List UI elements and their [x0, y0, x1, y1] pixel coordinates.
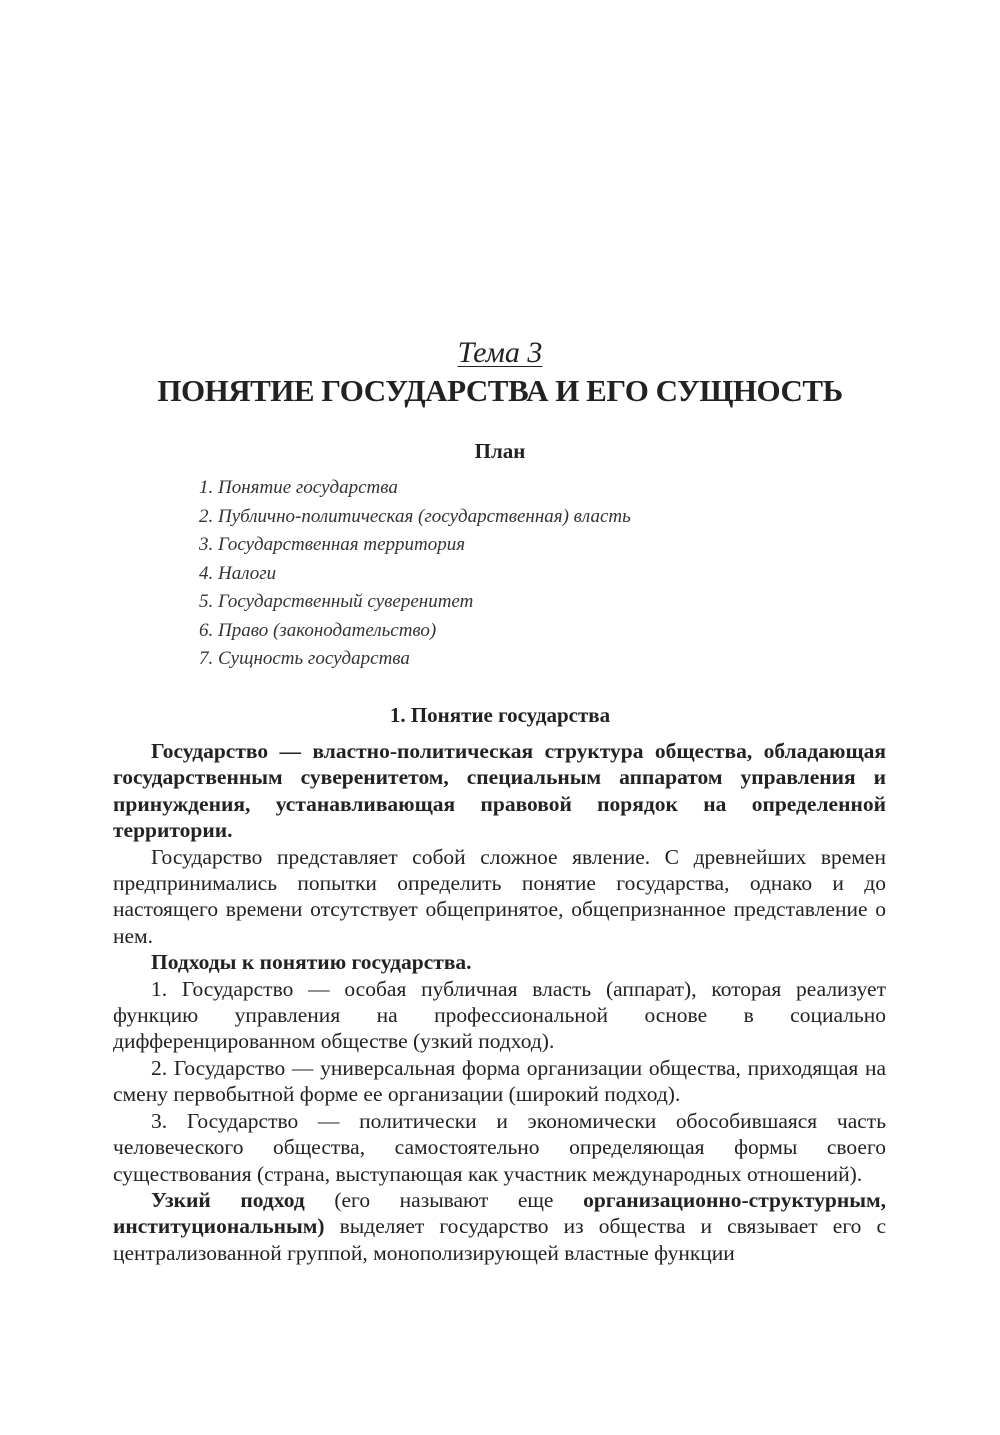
plan-item: 4. Налоги	[199, 562, 277, 584]
plan-list	[199, 474, 631, 674]
narrow-approach-paragraph	[113, 1187, 886, 1266]
narrow-approach-alt-names: организационно-структурным, институциональным)	[113, 1187, 887, 1239]
approaches-heading: Подходы к понятию государства.	[151, 950, 472, 975]
narrow-approach-text: (его называют еще	[304, 1187, 584, 1212]
plan-item: 7. Сущность государства	[199, 648, 410, 669]
section-heading: 1. Понятие государства	[389, 703, 611, 727]
plan-item: 3. Государственная территория	[199, 534, 466, 555]
topic-label: Тема 3	[457, 336, 543, 369]
plan-item: 2. Публично-политическая (государственная) власть	[199, 505, 631, 527]
body-text	[113, 738, 886, 1266]
approach-paragraph: 1. Государство — особая публичная власть (аппарат), которая реализует функцию управления на профессиональной основе в социально дифференцированном обществе (узкий подход).	[113, 976, 886, 1054]
narrow-approach-term: Узкий подход	[151, 1187, 305, 1212]
topic-title: ПОНЯТИЕ ГОСУДАРСТВА И ЕГО СУЩНОСТЬ	[157, 373, 843, 408]
approach-paragraph: 2. Государство — универсальная форма организации общества, приходящая на смену первобытной форме ее организации (широкий подход).	[113, 1055, 886, 1107]
intro-paragraph: Государство представляет собой сложное явление. С древнейших времен предпринимались попытки определить понятие государства, однако и до настоящего времени отсутствует общепринятое, общепризнанное представление о нем.	[113, 844, 886, 948]
plan-item: 1. Понятие государства	[199, 477, 398, 498]
narrow-approach-text: выделяет государство из общества и связывает его с централизованной группой, монополизирующей властные функции	[113, 1214, 886, 1265]
plan-item: 5. Государственный суверенитет	[199, 591, 474, 612]
definition-paragraph: Государство — властно-политическая структура общества, обладающая государственным суверенитетом, специальным аппаратом управления и принуждения, устанавливающая правовой порядок на определенной территории.	[113, 739, 886, 843]
approach-paragraph: 3. Государство — политически и экономически обособившаяся часть человеческого общества, самостоятельно определяющая формы своего существования (страна, выступающая как участник международных отношений).	[113, 1108, 886, 1186]
plan-item: 6. Право (законодательство)	[199, 619, 437, 641]
plan-heading: План	[474, 439, 526, 463]
